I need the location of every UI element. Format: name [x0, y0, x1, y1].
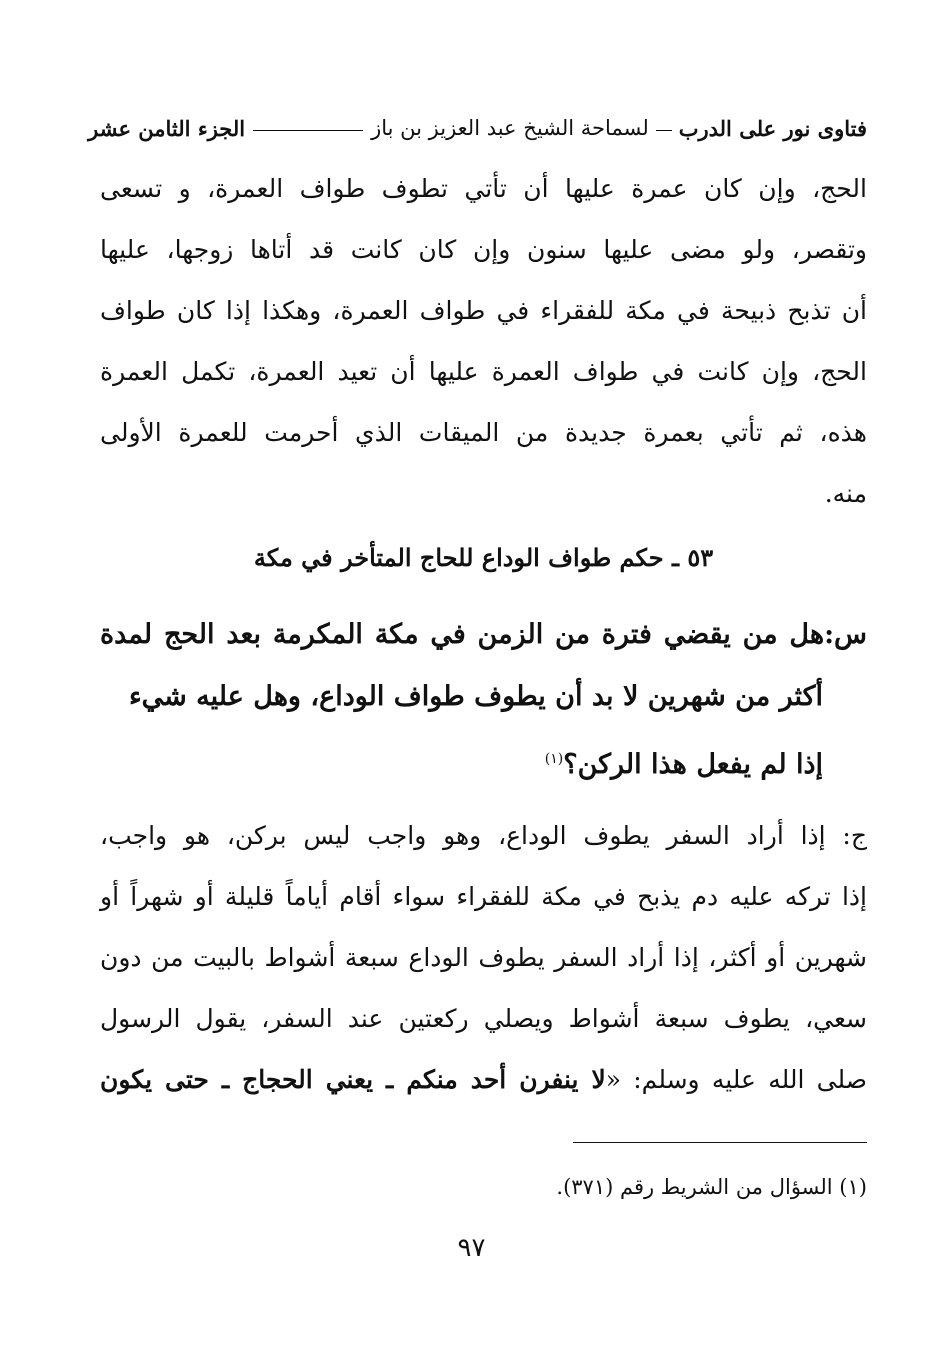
book-title: فتاوى نور على الدرب — [678, 115, 867, 141]
answer-line: سعي، يطوف سبعة أشواط ويصلي ركعتين عند السفر، يقول الرسول — [100, 1004, 867, 1033]
paragraph-line: منه. — [824, 479, 867, 508]
page-number: ٩٧ — [457, 1233, 486, 1263]
footnote-reference: (١) — [544, 751, 564, 767]
section-title: ٥٣ ـ حكم طواف الوداع للحاج المتأخر في مكة — [253, 543, 714, 572]
header-dash-short — [656, 130, 672, 131]
paragraph-line: أن تذبح ذبيحة في مكة للفقراء في طواف العمرة، وهكذا إذا كان طواف — [100, 296, 867, 325]
question-line-text: إذا لم يفعل هذا الركن؟ — [563, 749, 823, 780]
hadith-quote: لا ينفرن أحد منكم ـ يعني الحجاج ـ حتى يكون — [100, 1065, 606, 1094]
paragraph-line: الحج، وإن كان عمرة عليها أن تأتي تطوف طواف العمرة، و تسعى — [100, 174, 867, 203]
running-header — [88, 108, 867, 148]
paragraph-line: وتقصر، ولو مضى عليها سنون وإن كان كانت قد أتاها زوجها، عليها — [100, 235, 867, 264]
footnote-divider — [573, 1142, 867, 1143]
answer-paragraph — [100, 805, 867, 1110]
question-line: س:هل من يقضي فترة من الزمن في مكة المكرمة بعد الحج لمدة — [100, 619, 867, 650]
paragraph-line: هذه، ثم تأتي بعمرة جديدة من الميقات الذي أحرمت للعمرة الأولى — [100, 418, 867, 447]
question-line: أكثر من شهرين لا بد أن يطوف طواف الوداع، وهل عليه شيء — [128, 681, 823, 712]
part-label: الجزء الثامن عشر — [88, 115, 246, 141]
answer-line-last — [100, 1049, 867, 1110]
question-line-last — [100, 728, 867, 796]
header-dash-long — [253, 130, 363, 131]
answer-line-plain: صلى الله عليه وسلم: « — [605, 1065, 867, 1094]
footnote: (١) السؤال من الشريط رقم (٣٧١). — [556, 1175, 867, 1199]
author-name: لسماحة الشيخ عبد العزيز بن باز — [371, 116, 649, 140]
paragraph-1 — [100, 158, 867, 524]
question-block — [100, 604, 867, 796]
paragraph-line: الحج، وإن كانت في طواف العمرة عليها أن تعيد العمرة، تكمل العمرة — [100, 357, 867, 386]
answer-line: شهرين أو أكثر، إذا أراد السفر يطوف الوداع سبعة أشواط بالبيت من دون — [100, 943, 867, 972]
answer-line: إذا تركه عليه دم يذبح في مكة للفقراء سواء أقام أياماً قليلة أو شهراً أو — [100, 882, 867, 911]
answer-line: ج: إذا أراد السفر يطوف الوداع، وهو واجب ليس بركن، هو واجب، — [100, 821, 867, 850]
